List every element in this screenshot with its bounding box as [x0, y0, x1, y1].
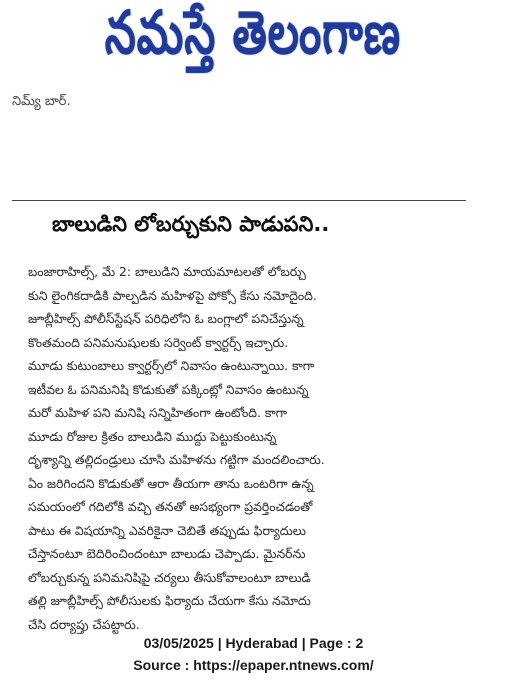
- cut-off-previous-text: నిమ్య్ బార్.: [12, 94, 71, 109]
- article-line: సమయంలో గదిలోకి వచ్చి తనతో అసభ్యంగా ప్రవర్తించడంతో: [28, 499, 313, 514]
- headline-divider: [12, 200, 466, 201]
- masthead-logo-text: నమస్తే తెలంగాణ: [104, 0, 402, 69]
- article-line: జూబ్లీహిల్స్ పోలీస్‌స్టేషన్ పరిధిలోని ఓ బంగ్లాలో పనిచేస్తున్న: [28, 311, 304, 326]
- source-line: Source : https://epaper.ntnews.com/: [133, 657, 374, 673]
- article-line: చేస్తానంటూ బెదిరించిందంటూ బాలుడు చెప్పాడు. మైనర్‌ను: [28, 546, 306, 561]
- article-line: ఇటీవల ఓ పనిమనిషి కొడుకుతో పక్కింట్లో నివాసం ఉంటున్న: [28, 381, 309, 397]
- article-line: లోబర్చుకున్న పనిమనిషిపై చర్యలు తీసుకోవాలంటూ బాలుడి: [28, 569, 311, 585]
- article-line: కుని లైంగికదాడికి పాల్పడిన మహిళపై పోక్సో కేసు నమోదైంది.: [28, 287, 317, 303]
- article-line: దృశ్యాన్ని తల్లిదండ్రులు చూసి మహిళను గట్టిగా మందలించారు.: [28, 452, 325, 467]
- article-line: మూడు కుటుంబాలు క్వార్టర్స్‌లో నివాసం ఉంటున్నాయి. కాగా: [28, 358, 315, 373]
- article-line: కొంతమంది పనిమనుషులకు సర్వెంట్ క్వార్టర్స్ ఇచ్చారు.: [28, 334, 289, 350]
- article-line: పాటు ఈ విషయాన్ని ఎవరికైనా చెబితే తప్పుడు ఫిర్యాదులు: [28, 522, 306, 538]
- article-line: చేసి దర్యాప్తు చేపట్టారు.: [28, 616, 140, 632]
- article-line: బంజారాహిల్స్, మే 2: బాలుడిని మాయమాటలతో లోబర్చు: [28, 264, 306, 279]
- newspaper-masthead: [48, 0, 458, 78]
- news-clipping: [12, 84, 478, 632]
- article-line: తల్లి జూబ్లీహిల్స్ పోలీసులకు ఫిర్యాదు చేయగా కేసు నమోదు: [28, 593, 311, 608]
- article-line: మూడు రోజుల క్రితం బాలుడిని ముద్దు పెట్టుకుంటున్న: [28, 428, 277, 444]
- article-headline: బాలుడిని లోబర్చుకుని పాడుపని..: [52, 212, 330, 236]
- edition-info: 03/05/2025 | Hyderabad | Page : 2: [143, 635, 364, 651]
- article-line: ఏం జరిగిందని కొడుకుతో ఆరా తీయగా తాను ఒంటరిగా ఉన్న: [28, 475, 314, 491]
- article-line: మరో మహిళ పని మనిషి సన్నిహితంగా ఉంటోంది. కాగా: [28, 405, 288, 420]
- article-body: [28, 260, 466, 636]
